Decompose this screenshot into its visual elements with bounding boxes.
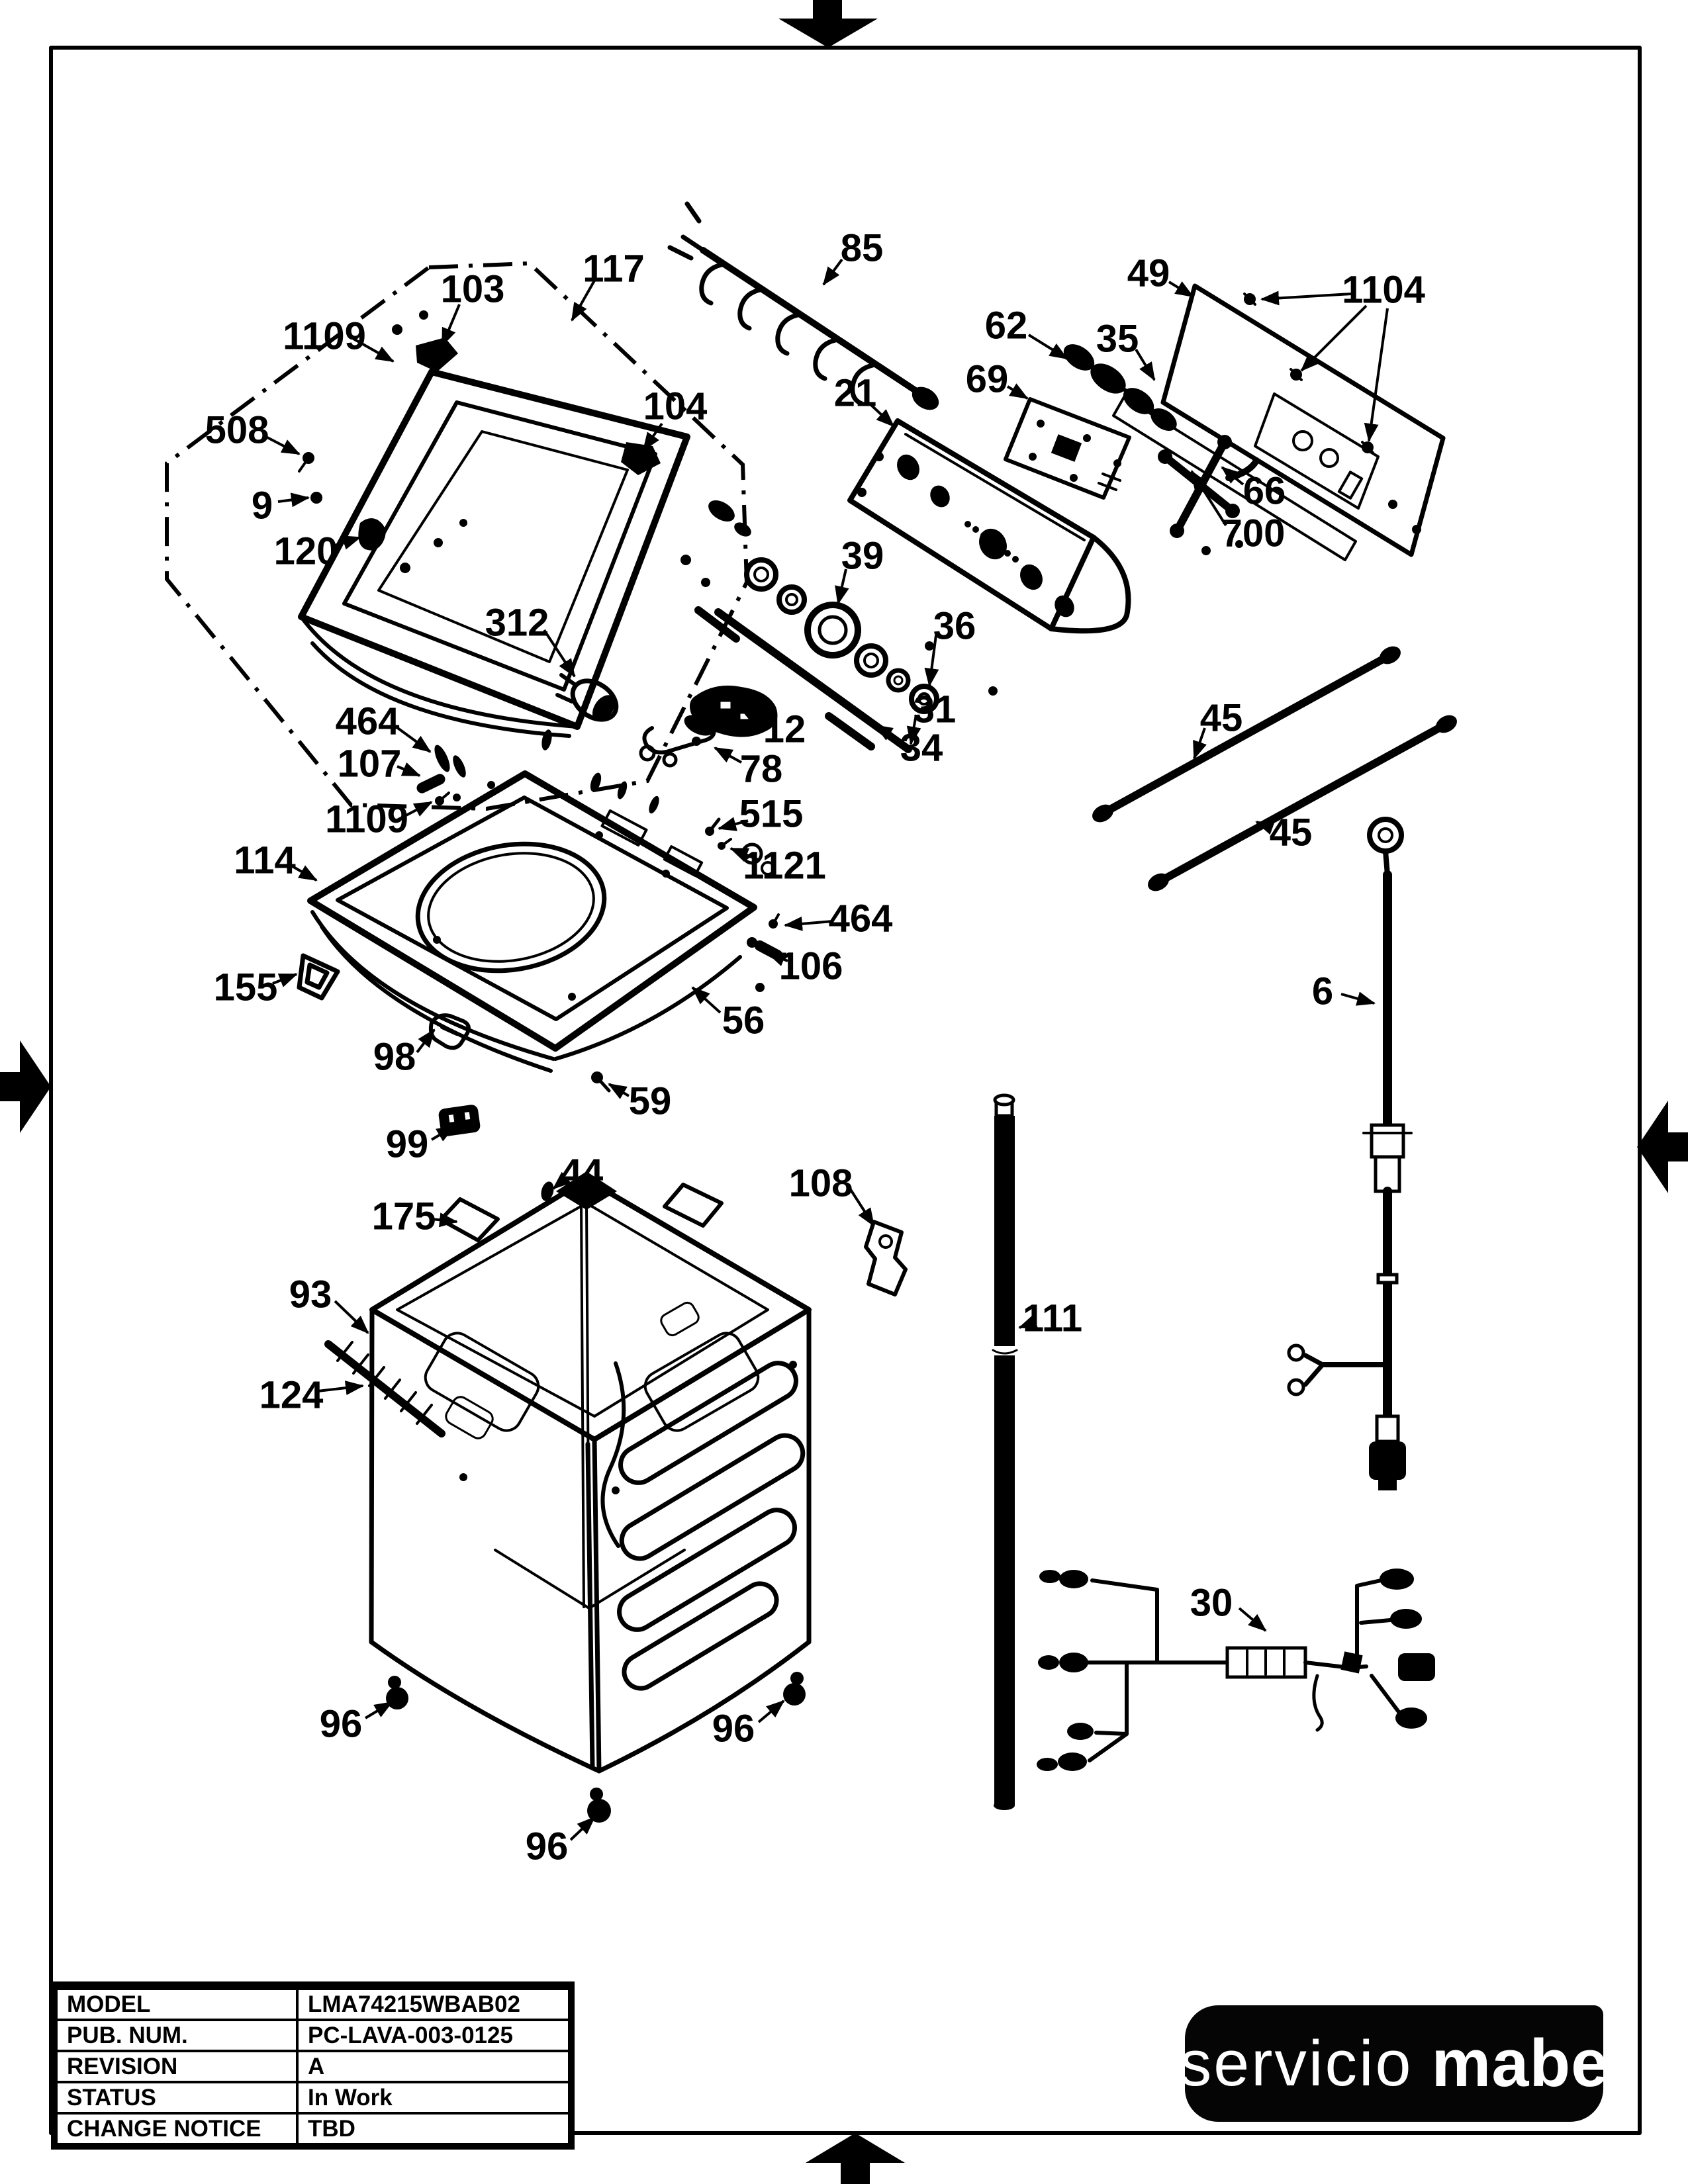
callout-39-c39 bbox=[838, 535, 884, 604]
title-row-revision bbox=[56, 2051, 569, 2082]
part-number-label: 508 bbox=[205, 408, 269, 452]
part-number-label: 6 bbox=[1311, 970, 1334, 1013]
screws-515-1121-464-106 bbox=[705, 819, 784, 962]
hinge-damper-120 bbox=[358, 518, 385, 551]
logo-text-mabe: mabe bbox=[1431, 2026, 1609, 2101]
part-number-label: 175 bbox=[371, 1195, 436, 1238]
title-row-changenotice bbox=[56, 2113, 569, 2144]
top-cover-114 bbox=[299, 729, 784, 1137]
title-label-status: STATUS bbox=[56, 2082, 297, 2113]
title-value-revision: A bbox=[297, 2051, 569, 2082]
part-number-label: 464 bbox=[335, 700, 400, 743]
part-number-label: 111 bbox=[1022, 1297, 1083, 1340]
leader-line bbox=[1341, 994, 1374, 1003]
leader-line bbox=[1369, 308, 1387, 441]
title-label-changenotice: CHANGE NOTICE bbox=[56, 2113, 297, 2144]
leader-line bbox=[850, 1189, 874, 1226]
title-value-changenotice: TBD bbox=[297, 2113, 569, 2144]
part-number-label: 515 bbox=[739, 792, 804, 836]
part-number-label: 1109 bbox=[325, 797, 408, 841]
leader-line bbox=[335, 1301, 368, 1333]
callout-98-c98 bbox=[373, 1030, 434, 1079]
callout-515-c515 bbox=[719, 793, 803, 836]
main-harness-30 bbox=[1037, 1569, 1435, 1771]
callout-96-c96b bbox=[712, 1701, 784, 1751]
leader-line bbox=[1008, 387, 1027, 398]
callout-124-c124 bbox=[259, 1374, 363, 1417]
callout-34-c34 bbox=[875, 725, 943, 770]
part-number-label: 96 bbox=[525, 1825, 569, 1868]
callout-44-c44 bbox=[553, 1152, 603, 1195]
part-number-label: 66 bbox=[1243, 469, 1286, 513]
part-number-label: 96 bbox=[712, 1707, 755, 1751]
callout-6-c6 bbox=[1312, 970, 1374, 1013]
title-value-model: LMA74215WBAB02 bbox=[297, 1989, 569, 2020]
callout-96-c96c bbox=[526, 1817, 594, 1868]
callout-464-c464b bbox=[785, 897, 892, 940]
part-number-label: 1121 bbox=[743, 844, 826, 887]
logo-text-servicio: servicio bbox=[1179, 2027, 1413, 2099]
part-number-label: 114 bbox=[234, 839, 296, 882]
part-number-label: 85 bbox=[840, 226, 884, 270]
interior-corner bbox=[495, 1203, 684, 1608]
callout-36-c36 bbox=[929, 605, 976, 686]
callout-78-c78 bbox=[715, 748, 782, 791]
part-number-label: 12 bbox=[763, 707, 806, 751]
title-value-status: In Work bbox=[297, 2082, 569, 2113]
part-number-label: 117 bbox=[583, 247, 645, 291]
left-arrow-right-icon bbox=[0, 1040, 51, 1133]
callout-107-c107 bbox=[338, 743, 420, 786]
bottom-arrow-up-icon bbox=[806, 2133, 905, 2184]
part-number-label: 49 bbox=[1127, 251, 1170, 295]
part-number-label: 155 bbox=[213, 966, 278, 1009]
servicio-mabe-logo bbox=[1179, 2005, 1609, 2122]
callout-62-c62 bbox=[985, 304, 1067, 359]
leader-line bbox=[365, 1702, 392, 1718]
part-number-label: 700 bbox=[1221, 512, 1286, 555]
leader-line bbox=[417, 1030, 434, 1052]
callout-155-c155 bbox=[214, 966, 297, 1009]
control-panel-21 bbox=[850, 421, 1129, 696]
callout-85-c85 bbox=[823, 227, 883, 285]
lid-assembly-group bbox=[167, 263, 754, 809]
screw-9 bbox=[310, 492, 322, 504]
corner-piece-155 bbox=[299, 956, 338, 998]
part-number-label: 464 bbox=[828, 897, 893, 940]
lid-outer bbox=[301, 372, 687, 727]
title-block-table bbox=[55, 1987, 571, 2146]
cabinet-93 bbox=[328, 1171, 906, 1823]
callout-104-c104 bbox=[643, 385, 708, 451]
leader-line bbox=[692, 987, 720, 1013]
part-number-label: 106 bbox=[778, 944, 843, 988]
callout-508-c508 bbox=[205, 409, 299, 455]
part-number-label: 45 bbox=[1199, 696, 1243, 740]
part-number-label: 56 bbox=[722, 999, 765, 1042]
leader-line bbox=[785, 921, 833, 925]
callout-103-c103 bbox=[441, 268, 505, 346]
part-number-label: 108 bbox=[788, 1161, 853, 1205]
part-number-label: 312 bbox=[485, 601, 549, 645]
part-number-label: 1104 bbox=[1342, 268, 1425, 312]
callout-111-c111 bbox=[1019, 1297, 1082, 1340]
callout-21-c21 bbox=[834, 372, 894, 427]
part-number-label: 120 bbox=[273, 529, 338, 573]
part-number-label: 69 bbox=[965, 357, 1009, 401]
callout-59-c59 bbox=[609, 1080, 671, 1123]
title-label-revision: REVISION bbox=[56, 2051, 297, 2082]
part-number-label: 1109 bbox=[283, 314, 366, 358]
lid-hinge-103 bbox=[416, 338, 458, 372]
title-label-model: MODEL bbox=[56, 1989, 297, 2020]
leader-line bbox=[823, 259, 842, 285]
callout-45-c45b bbox=[1256, 811, 1312, 854]
part-number-label: 39 bbox=[841, 534, 884, 578]
leader-line bbox=[609, 1084, 629, 1096]
callout-117-c117 bbox=[572, 248, 645, 321]
part-number-label: 45 bbox=[1269, 811, 1313, 854]
part-number-label: 107 bbox=[337, 742, 402, 786]
leader-line bbox=[759, 1701, 784, 1722]
callout-108-c108 bbox=[789, 1162, 874, 1226]
leader-line bbox=[318, 1386, 363, 1391]
part-number-label: 99 bbox=[385, 1122, 429, 1166]
part-number-label: 93 bbox=[289, 1273, 332, 1316]
bracket-108 bbox=[866, 1222, 906, 1295]
leader-line bbox=[571, 1817, 594, 1840]
callout-1109-c1109a bbox=[283, 315, 393, 362]
callout-49-c49 bbox=[1127, 252, 1193, 297]
phantom-boundary bbox=[167, 263, 747, 809]
part-number-label: 30 bbox=[1190, 1581, 1233, 1625]
part-number-label: 34 bbox=[900, 726, 943, 770]
part-number-label: 59 bbox=[628, 1079, 672, 1123]
callout-1121-c1121 bbox=[731, 844, 826, 887]
title-block bbox=[51, 1981, 575, 2150]
wire-harness-85 bbox=[670, 204, 943, 415]
control-board-69 bbox=[1006, 399, 1129, 498]
part-number-label: 98 bbox=[373, 1035, 416, 1079]
callout-1109-c1109b bbox=[325, 798, 432, 841]
callout-9-c9 bbox=[252, 484, 308, 527]
leader-line bbox=[278, 498, 308, 502]
title-row-model bbox=[56, 1989, 569, 2020]
part-number-label: 96 bbox=[319, 1702, 363, 1746]
part-number-label: 124 bbox=[259, 1373, 324, 1417]
right-arrow-left-icon bbox=[1637, 1101, 1688, 1193]
callout-30-c30 bbox=[1190, 1582, 1266, 1631]
callout-106-c106 bbox=[768, 945, 843, 988]
side-panel-slots bbox=[613, 1357, 810, 1695]
title-row-pubnum bbox=[56, 2020, 569, 2051]
part-number-label: 9 bbox=[251, 484, 273, 527]
part-number-label: 62 bbox=[984, 304, 1028, 347]
title-row-status bbox=[56, 2082, 569, 2113]
part-number-label: 21 bbox=[833, 371, 877, 415]
leader-line bbox=[1169, 282, 1193, 296]
callout-1104-c1104 bbox=[1262, 269, 1425, 441]
leader-line bbox=[1301, 306, 1366, 371]
fill-hose-6 bbox=[1289, 819, 1411, 1490]
part-number-label: 31 bbox=[913, 688, 957, 731]
part-number-label: 35 bbox=[1096, 317, 1139, 361]
leader-line bbox=[1262, 294, 1352, 299]
part-number-label: 36 bbox=[933, 604, 976, 648]
leader-line bbox=[1239, 1608, 1266, 1631]
top-arrow-down-icon bbox=[778, 0, 878, 48]
suspension-rods-45 bbox=[1089, 643, 1460, 894]
title-label-pubnum: PUB. NUM. bbox=[56, 2020, 297, 2051]
part-number-label: 44 bbox=[560, 1151, 604, 1195]
part-number-label: 103 bbox=[440, 267, 505, 311]
knob-39 bbox=[808, 605, 858, 655]
pad-175-right bbox=[665, 1185, 722, 1226]
page-border bbox=[51, 48, 1640, 2133]
callout-56-c56 bbox=[692, 987, 765, 1042]
title-value-pubnum: PC-LAVA-003-0125 bbox=[297, 2020, 569, 2051]
part-number-label: 104 bbox=[643, 385, 708, 428]
callout-114-c114 bbox=[234, 839, 316, 882]
tube-111 bbox=[992, 1095, 1017, 1810]
callout-96-c96a bbox=[320, 1702, 392, 1746]
leader-line bbox=[715, 748, 741, 762]
leader-line bbox=[1029, 335, 1067, 359]
part-number-label: 78 bbox=[739, 747, 783, 791]
callout-93-c93 bbox=[289, 1273, 368, 1334]
callout-69-c69 bbox=[966, 358, 1027, 401]
